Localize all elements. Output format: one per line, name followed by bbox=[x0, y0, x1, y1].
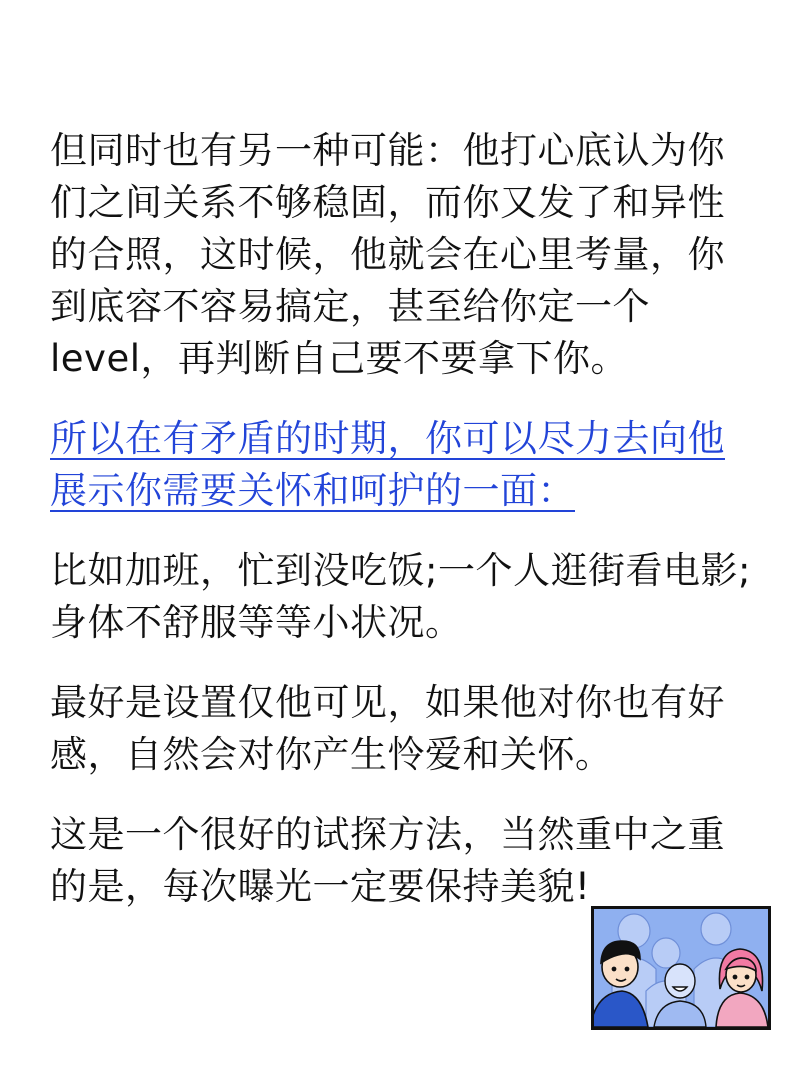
paragraph-3: 比如加班，忙到没吃饭;一个人逛街看电影;身体不舒服等等小状况。 bbox=[50, 549, 751, 644]
cartoon-people-icon bbox=[594, 909, 768, 1027]
paragraph-4: 最好是设置仅他可见，如果他对你也有好感，自然会对你产生怜爱和关怀。 bbox=[50, 681, 725, 776]
cartoon-people-illustration bbox=[591, 906, 771, 1030]
highlighted-paragraph bbox=[50, 413, 760, 517]
article-body bbox=[50, 125, 760, 941]
highlighted-text: 所以在有矛盾的时期，你可以尽力去向他展示你需要关怀和呵护的一面： bbox=[50, 417, 725, 512]
paragraph-5: 这是一个很好的试探方法，当然重中之重的是，每次曝光一定要保持美貌! bbox=[50, 813, 725, 908]
paragraph-1: 但同时也有另一种可能：他打心底认为你们之间关系不够稳固，而你又发了和异性的合照，这时候，他就会在心里考量，你到底容不容易搞定，甚至给你定一个level，再判断自己要不要拿下你。 bbox=[50, 129, 725, 380]
